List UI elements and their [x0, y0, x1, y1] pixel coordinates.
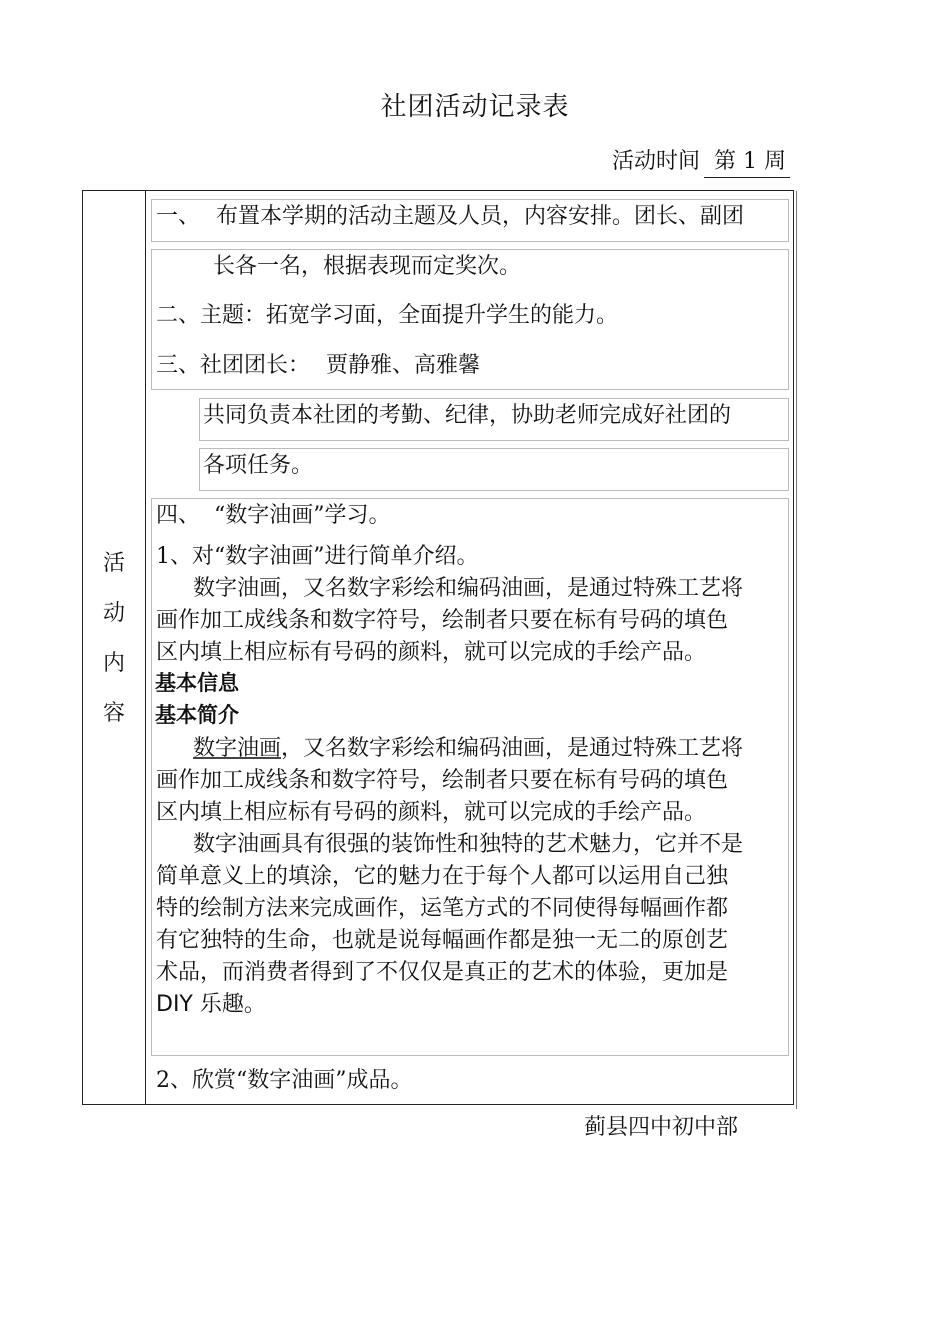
activity-week: 第 1 周 — [704, 144, 790, 178]
para3-fun: 乐趣。 — [192, 992, 266, 1017]
item-1 — [156, 199, 744, 230]
table-outer-line — [796, 191, 797, 1109]
item-1-continued: 长各一名，根据表现而定奖次。 — [213, 254, 522, 279]
item-4-text: “数字油画”学习。 — [214, 503, 391, 528]
record-table — [82, 190, 794, 1105]
document-title: 社团活动记录表 — [380, 92, 570, 122]
para2-underlined-term: 数字油画 — [193, 736, 282, 761]
activity-time — [612, 144, 790, 178]
para3-diy: DIY — [156, 992, 193, 1017]
left-column — [83, 191, 146, 1104]
left-char-1: 活 — [102, 551, 125, 576]
item-3-leaders — [156, 348, 480, 379]
para3-line-4: 有它独特的生命，也就是说每幅画作都是独一无二的原创艺 — [156, 928, 729, 953]
left-char-3: 内 — [102, 651, 125, 676]
item-1-prefix: 一、 — [156, 204, 201, 229]
para1-line-2: 画作加工成线条和数字符号，绘制者只要在标有号码的填色 — [156, 608, 729, 633]
sub-item-1: 1、对“数字油画”进行简单介绍。 — [156, 544, 479, 569]
para2-line-2: 画作加工成线条和数字符号，绘制者只要在标有号码的填色 — [156, 768, 729, 793]
para2-line-1 — [193, 731, 743, 762]
activity-time-label: 活动时间 — [612, 149, 701, 174]
item-4-prefix: 四、 — [156, 503, 201, 528]
para3-line-2: 简单意义上的填涂，它的魅力在于每个人都可以运用自己独 — [156, 864, 729, 889]
para2-line-1-rest: ，又名数字彩绘和编码油画，是通过特殊工艺将 — [281, 736, 744, 761]
leaders-label: 三、社团团长： — [156, 353, 311, 378]
para2-line-3: 区内填上相应标有号码的颜料，就可以完成的手绘产品。 — [156, 800, 707, 825]
para3-line-3: 特的绘制方法来完成画作，运笔方式的不同使得每幅画作都 — [156, 896, 729, 921]
sub-item-2: 2、欣赏“数字油画”成品。 — [156, 1068, 413, 1093]
para3-line-5: 术品，而消费者得到了不仅仅是真正的艺术的体验，更加是 — [156, 960, 729, 985]
leaders-duty-2: 各项任务。 — [203, 453, 314, 478]
para3-line-6 — [156, 987, 266, 1018]
heading-basic-info: 基本信息 — [155, 671, 239, 695]
para1-line-1: 数字油画，又名数字彩绘和编码油画，是通过特殊工艺将 — [193, 576, 744, 601]
para3-line-1: 数字油画具有很强的装饰性和独特的艺术魅力，它并不是 — [193, 832, 744, 857]
para1-line-3: 区内填上相应标有号码的颜料，就可以完成的手绘产品。 — [156, 640, 707, 665]
left-char-4: 容 — [102, 701, 125, 726]
heading-basic-intro: 基本简介 — [155, 703, 239, 727]
school-name: 蓟县四中初中部 — [584, 1115, 739, 1140]
leaders-duty-1: 共同负责本社团的考勤、纪律，协助老师完成好社团的 — [203, 403, 732, 428]
leaders-names: 贾静雅、高雅馨 — [326, 353, 481, 378]
item-1-text: 布置本学期的活动主题及人员，内容安排。团长、副团 — [216, 204, 745, 229]
item-2-theme: 二、主题：拓宽学习面，全面提升学生的能力。 — [156, 303, 619, 328]
item-4 — [156, 498, 391, 529]
left-char-2: 动 — [102, 601, 125, 626]
